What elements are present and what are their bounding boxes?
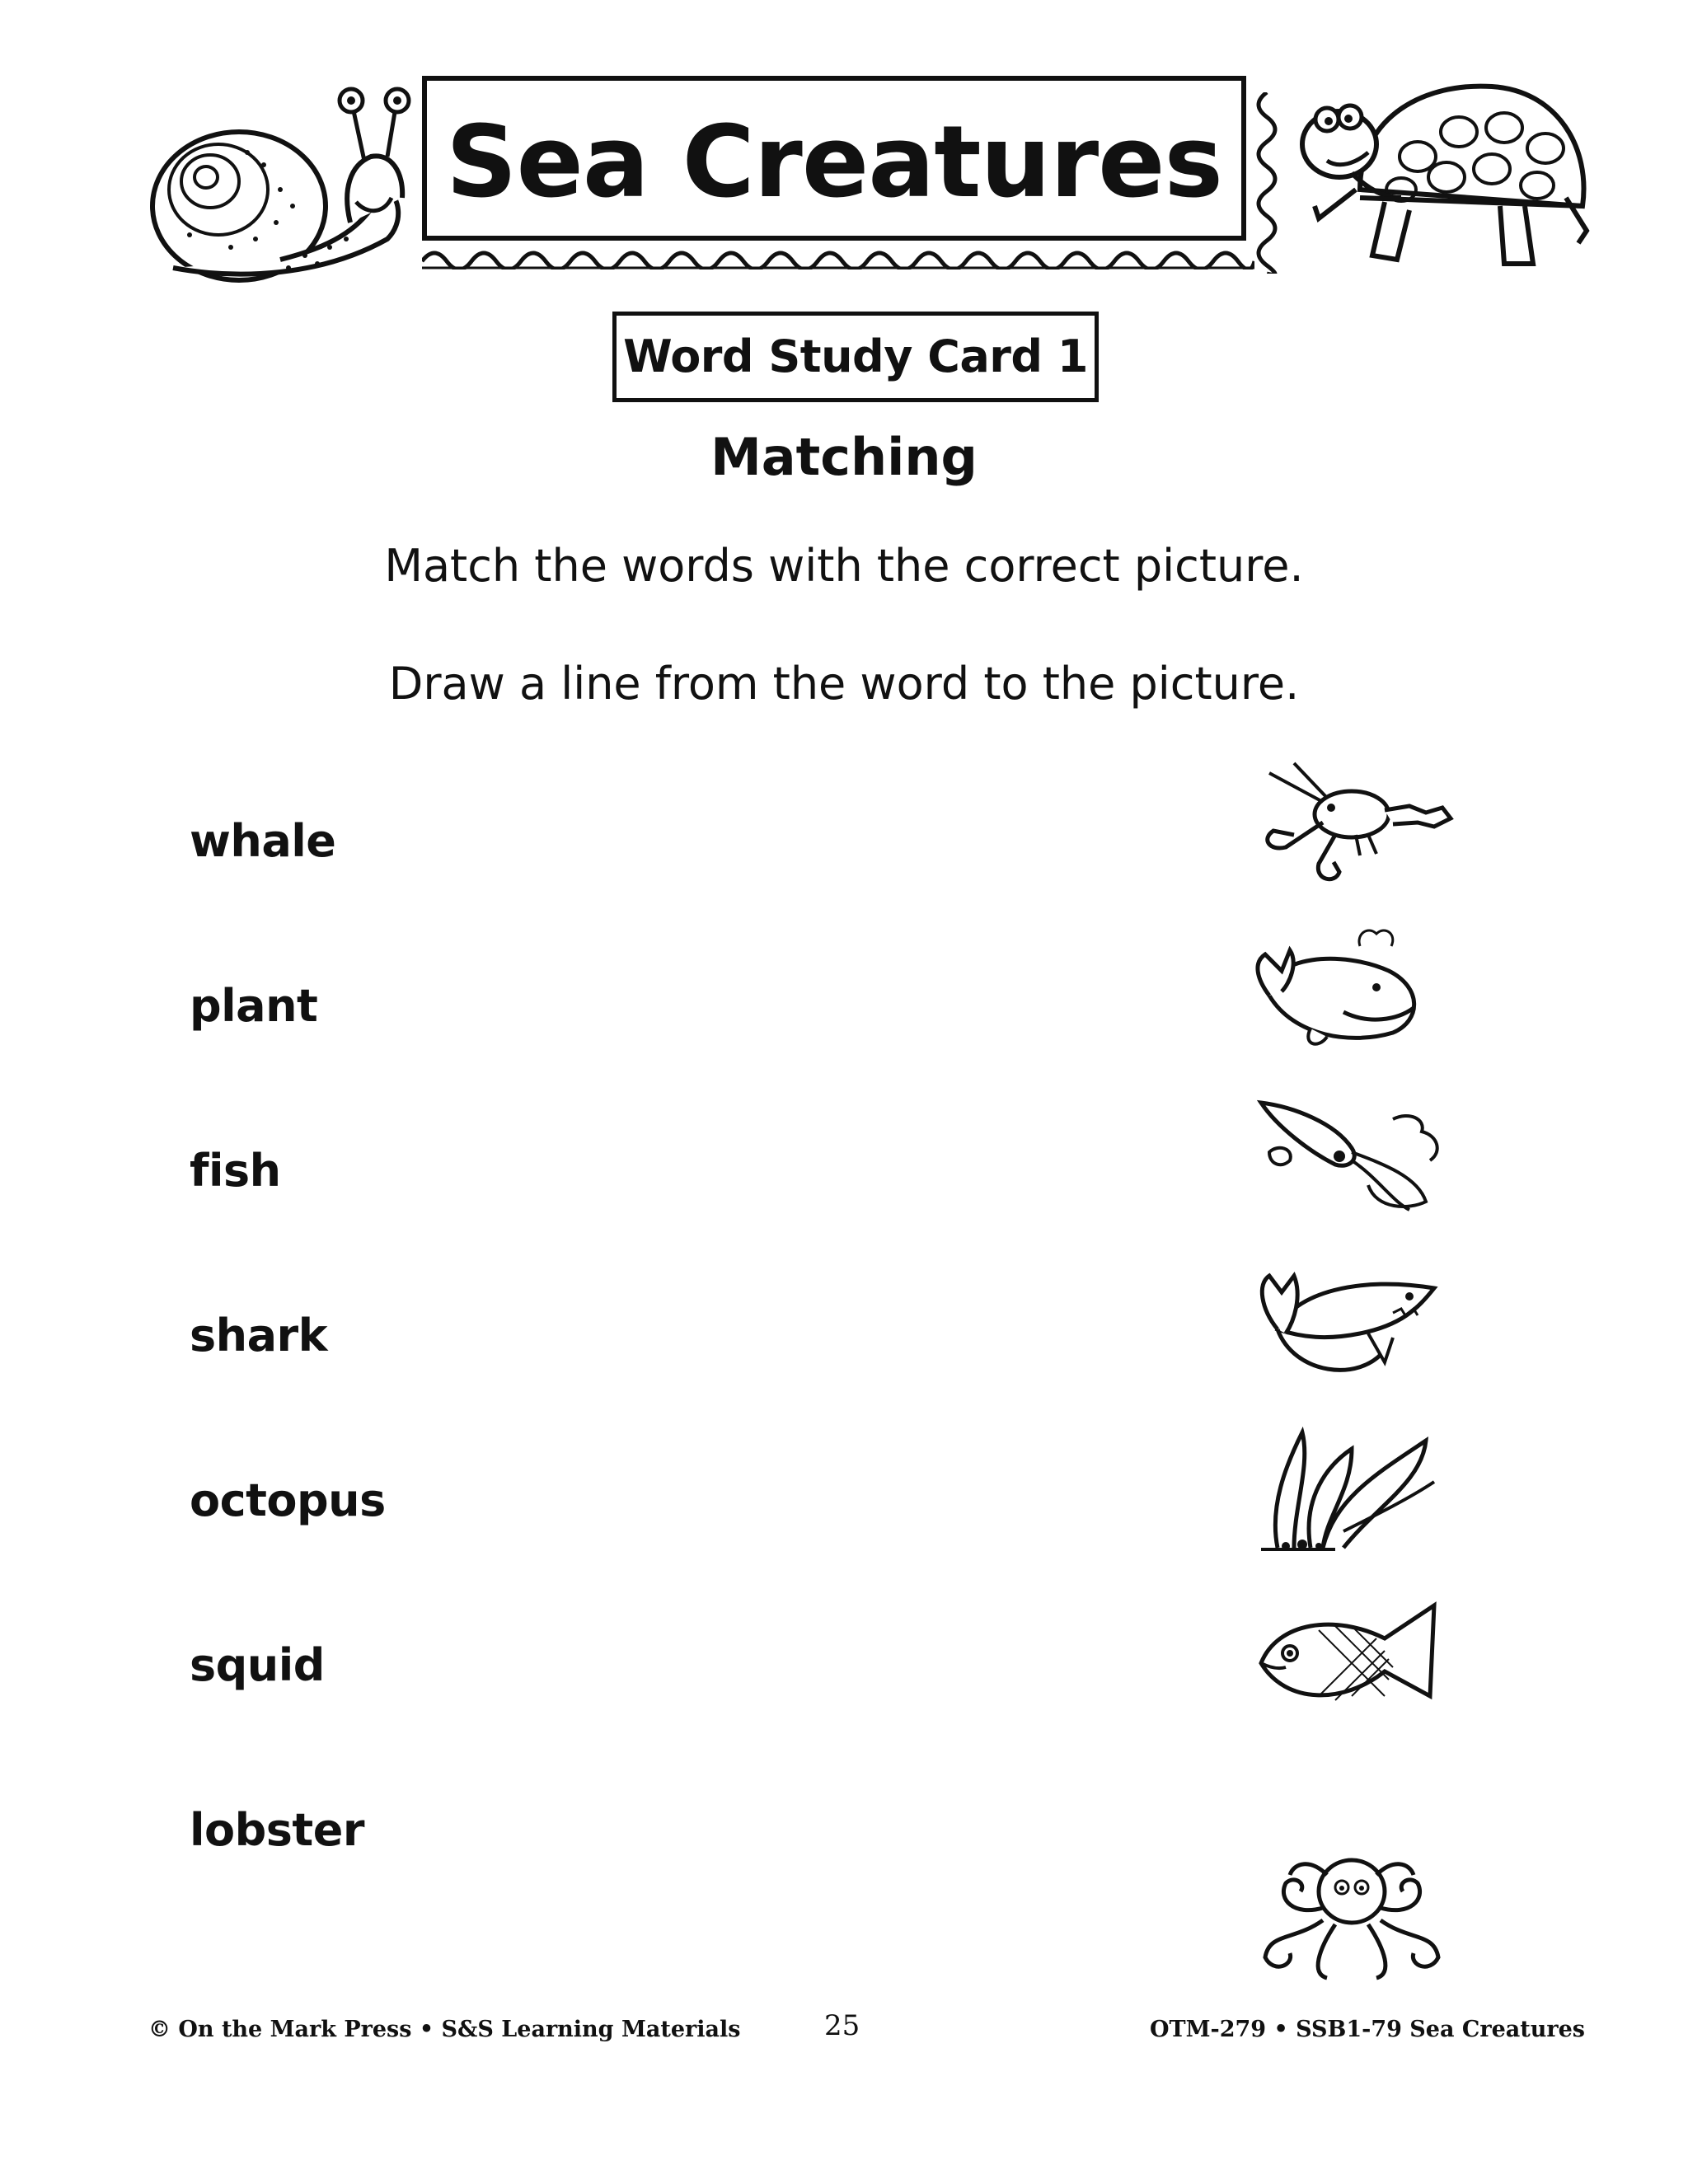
page-title: Sea Creatures [446,105,1222,220]
footer-product-code: OTM-279 • SSB1-79 Sea Creatures [1150,2017,1585,2042]
seaweed-icon [1245,1416,1459,1548]
squid-icon [1245,1086,1459,1218]
word-whale: whale [190,815,336,867]
page-number: 25 [824,2009,860,2042]
instruction-2: Draw a line from the word to the picture. [388,658,1300,710]
wave-border-vertical-icon [1250,92,1283,274]
lobster-icon [1245,757,1459,888]
word-lobster: lobster [190,1804,364,1856]
word-squid: squid [190,1639,325,1691]
turtle-illustration [1294,66,1599,288]
shark-icon [1245,1251,1459,1383]
octopus-icon [1245,1842,1459,1974]
footer-copyright: © On the Mark Press • S&S Learning Materials [148,2017,741,2042]
word-study-card-label: Word Study Card 1 [612,312,1099,402]
wave-border-icon [422,245,1254,269]
word-octopus: octopus [190,1474,386,1526]
title-banner [422,76,1254,251]
instruction-1: Match the words with the correct picture. [384,540,1304,592]
word-fish: fish [190,1145,281,1197]
whale-icon [1245,921,1459,1053]
word-shark: shark [190,1310,328,1361]
snail-illustration [140,74,420,293]
fish-icon [1245,1581,1459,1713]
section-heading: Matching [710,427,978,487]
word-plant: plant [190,980,318,1032]
title-box [422,76,1246,241]
